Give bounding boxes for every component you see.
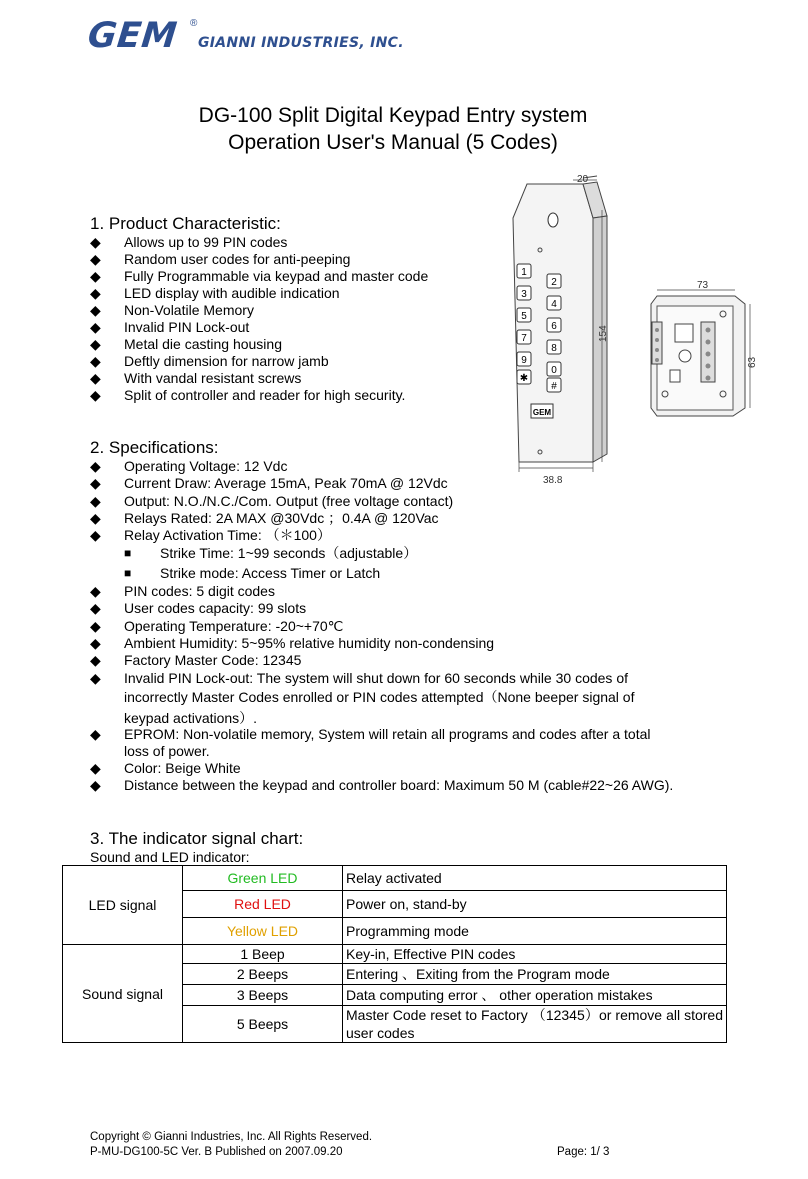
led-meaning-yellow: Programming mode [343,918,727,945]
diamond-bullet-icon: ◆ [90,336,101,352]
section1-heading: 1. Product Characteristic: [90,214,281,233]
list-item-text: Factory Master Code: 12345 [124,652,302,669]
diamond-bullet-icon: ◆ [90,670,101,686]
list-item-continuation: incorrectly Master Codes enrolled or PIN codes attempted（None beeper signal of [124,689,635,705]
section3-heading: 3. The indicator signal chart: [90,829,304,848]
list-item-text: Allows up to 99 PIN codes [124,234,288,250]
led-signal-green: Green LED [183,866,343,891]
footer-docref: P-MU-DG100-5C Ver. B Published on 2007.09.20 [90,1146,343,1158]
keypad-key-label: 3 [521,289,527,300]
list-item-text: Operating Temperature: -20~+70℃ [124,617,344,634]
sound-meaning-1: Key-in, Effective PIN codes [343,945,727,964]
diamond-bullet-icon: ◆ [90,509,101,526]
list-item-text: Split of controller and reader for high security. [124,387,406,403]
diamond-bullet-icon: ◆ [90,652,101,669]
list-item-text: Invalid PIN Lock-out [124,319,250,335]
square-bullet-icon: ■ [124,546,132,560]
doc-title-line1: DG-100 Split Digital Keypad Entry system [198,104,588,127]
diamond-bullet-icon: ◆ [90,319,101,335]
diamond-bullet-icon: ◆ [90,234,101,250]
keypad-key-label: 1 [521,267,527,278]
list-item-text: PIN codes: 5 digit codes [124,583,275,599]
board-width: 73 [697,280,709,291]
diamond-bullet-icon: ◆ [90,617,101,634]
keypad-key-label: 4 [551,299,557,310]
led-signal-red: Red LED [183,891,343,918]
list-item-text: Output: N.O./N.C./Com. Output (free voltage contact) [124,492,454,509]
sound-meaning-2: Entering 、Exiting from the Program mode [343,964,727,985]
diamond-bullet-icon: ◆ [90,251,101,267]
section2-heading: 2. Specifications: [90,438,219,457]
diamond-bullet-icon: ◆ [90,302,101,318]
sub-list-item-text: Strike mode: Access Timer or Latch [160,565,381,581]
controller-board-drawing [651,296,745,416]
list-item-text: EPROM: Non-volatile memory, System will retain all programs and codes after a total [124,726,651,742]
list-item-text: Deftly dimension for narrow jamb [124,353,329,369]
diamond-bullet-icon: ◆ [90,475,101,492]
diamond-bullet-icon: ◆ [90,583,101,599]
list-item-text: Ambient Humidity: 5~95% relative humidity non-condensing [124,634,495,651]
list-item-text: With vandal resistant screws [124,370,302,386]
diamond-bullet-icon: ◆ [90,760,101,776]
diamond-bullet-icon: ◆ [90,458,101,474]
diamond-bullet-icon: ◆ [90,353,101,369]
sound-signal-5: 5 Beeps [183,1006,343,1043]
registered-mark: ® [190,18,198,29]
list-item-continuation: loss of power. [124,743,210,759]
list-item-text: Relay Activation Time: （＊100） [124,527,331,544]
keypad-key-label: 0 [551,365,557,376]
dim-height: 154 [598,325,609,342]
list-item-text: Operating Voltage: 12 Vdc [124,458,288,474]
board-height: 63 [747,356,758,368]
list-item-text: User codes capacity: 99 slots [124,600,307,617]
list-item-text: Distance between the keypad and controller board: Maximum 50 M (cable#22~26 AWG). [124,777,674,793]
list-item-text: Current Draw: Average 15mA, Peak 70mA @ 12Vdc [124,475,448,492]
sound-group-label: Sound signal [63,945,183,1043]
sub-list-item-text: Strike Time: 1~99 seconds（adjustable） [160,545,418,561]
diamond-bullet-icon: ◆ [90,370,101,386]
keypad-brand: GEM [532,408,552,417]
table-row [63,866,727,891]
led-signal-yellow: Yellow LED [183,918,343,945]
keypad-key-label: 6 [551,321,557,332]
sound-signal-2: 2 Beeps [183,964,343,985]
keypad-key-label: # [551,381,557,392]
diamond-bullet-icon: ◆ [90,492,101,509]
sound-meaning-3: Data computing error 、 other operation mistakes [343,985,727,1006]
dim-width: 38.8 [543,475,563,486]
doc-title-line2: Operation User's Manual (5 Codes) [228,131,558,154]
sound-meaning-5: Master Code reset to Factory （12345）or remove all stored user codes [343,1006,727,1043]
table-row [63,945,727,964]
list-item-text: Non-Volatile Memory [124,302,254,318]
sound-signal-3: 3 Beeps [183,985,343,1006]
diamond-bullet-icon: ◆ [90,285,101,301]
keypad-key-label: ✱ [519,373,529,384]
keypad-key-label: 2 [551,277,557,288]
section3-subheading: Sound and LED indicator: [90,849,250,865]
product-figure [505,172,780,492]
brand-logo: GEM [85,16,180,56]
diamond-bullet-icon: ◆ [90,600,101,617]
diamond-bullet-icon: ◆ [90,527,101,544]
list-item-text: Invalid PIN Lock-out: The system will shut down for 60 seconds while 30 codes of [124,670,628,686]
square-bullet-icon: ■ [124,566,132,580]
dim-top: 20 [577,174,589,185]
list-item-text: Metal die casting housing [124,336,282,352]
list-item-text: LED display with audible indication [124,285,340,301]
led-meaning-red: Power on, stand-by [343,891,727,918]
sound-signal-1: 1 Beep [183,945,343,964]
list-item-text: Relays Rated: 2A MAX @30Vdc ；0.4A @ 120Vac [124,509,439,526]
keypad-key-label: 5 [521,311,527,322]
footer-page: Page: 1/ 3 [557,1146,610,1158]
led-meaning-green: Relay activated [343,866,727,891]
keypad-key-label: 9 [521,355,527,366]
diamond-bullet-icon: ◆ [90,777,101,793]
company-name: GIANNI INDUSTRIES, INC. [198,35,404,51]
led-group-label: LED signal [63,866,183,945]
indicator-signal-table [62,865,727,1043]
list-item-text: Color: Beige White [124,760,241,776]
list-item-text: Fully Programmable via keypad and master code [124,268,429,284]
diamond-bullet-icon: ◆ [90,387,101,403]
list-item-continuation: keypad activations）. [124,710,258,726]
diamond-bullet-icon: ◆ [90,634,101,651]
footer-copyright: Copyright © Gianni Industries, Inc. All Rights Reserved. [90,1131,373,1143]
keypad-key-label: 7 [521,333,527,344]
keypad-key-label: 8 [551,343,557,354]
diamond-bullet-icon: ◆ [90,726,101,742]
list-item-text: Random user codes for anti-peeping [124,251,351,267]
diamond-bullet-icon: ◆ [90,268,101,284]
